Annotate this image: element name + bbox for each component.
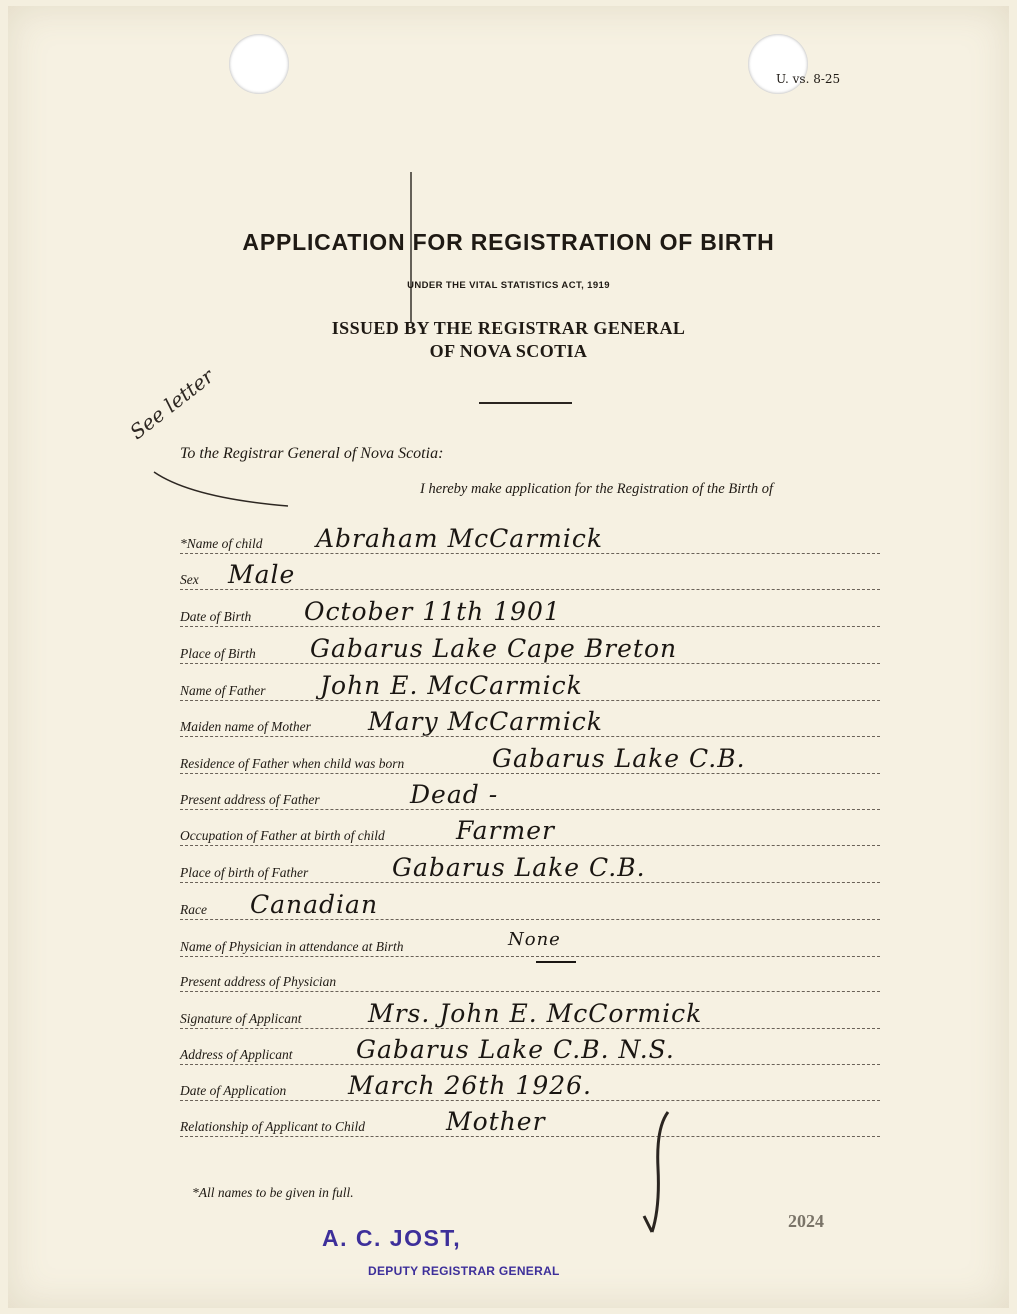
field-value: Mrs. John E. McCormick xyxy=(368,999,703,1028)
form-title: APPLICATION FOR REGISTRATION OF BIRTH xyxy=(242,229,775,255)
field-label: Residence of Father when child was born xyxy=(180,756,405,771)
field-label: Place of Birth xyxy=(180,646,256,661)
form-subtitle: UNDER THE VITAL STATISTICS ACT, 1919 xyxy=(407,280,610,291)
field-label: Maiden name of Mother xyxy=(180,719,311,734)
field-value: Gabarus Lake C.B. xyxy=(492,744,746,773)
field-label: Name of Father xyxy=(180,683,266,698)
field-value: Gabarus Lake C.B. xyxy=(392,853,646,882)
registration-number: 2024 xyxy=(788,1211,824,1231)
field-value: Gabarus Lake C.B. N.S. xyxy=(356,1035,675,1064)
field-maiden-name-of-mother xyxy=(180,706,880,737)
field-sex xyxy=(180,559,880,590)
field-label: *Name of child xyxy=(180,536,263,551)
field-name-of-child xyxy=(180,523,880,554)
field-label: Occupation of Father at birth of child xyxy=(180,828,385,843)
title-divider xyxy=(479,402,572,404)
field-label: Date of Application xyxy=(180,1083,287,1098)
field-label: Present address of Father xyxy=(180,792,320,807)
field-value: Farmer xyxy=(456,816,555,845)
field-label: Name of Physician in attendance at Birth xyxy=(180,939,404,954)
field-value: October 11th 1901 xyxy=(304,597,561,626)
field-value: Mother xyxy=(446,1107,546,1136)
field-value: Gabarus Lake Cape Breton xyxy=(310,634,678,663)
field-value: Mary McCarmick xyxy=(368,707,603,736)
intro-text: I hereby make application for the Registration of the Birth of xyxy=(420,481,774,497)
field-label: Place of birth of Father xyxy=(180,865,309,880)
salutation: To the Registrar General of Nova Scotia: xyxy=(180,445,444,462)
punch-hole-left xyxy=(229,34,289,94)
form-code: U. vs. 8-25 xyxy=(776,72,841,86)
field-label: Date of Birth xyxy=(180,609,252,624)
field-label: Race xyxy=(180,902,207,917)
field-name-of-father xyxy=(180,670,880,701)
field-label: Sex xyxy=(180,572,199,587)
margin-note: See letter xyxy=(125,363,219,445)
field-value: None xyxy=(508,929,561,950)
field-value: Canadian xyxy=(250,890,379,919)
field-relationship-of-applicant xyxy=(180,1106,880,1137)
field-residence-of-father xyxy=(180,743,880,774)
field-signature-of-applicant xyxy=(180,998,880,1029)
issuer-block xyxy=(0,317,1017,363)
field-present-address-of-father xyxy=(180,779,880,810)
field-label: Relationship of Applicant to Child xyxy=(180,1119,365,1134)
field-label: Address of Applicant xyxy=(180,1047,293,1062)
field-value: Abraham McCarmick xyxy=(316,524,604,553)
field-name-of-physician xyxy=(180,926,880,957)
field-date-of-birth xyxy=(180,596,880,627)
field-date-of-application xyxy=(180,1070,880,1101)
issuer-line-2: OF NOVA SCOTIA xyxy=(429,341,588,361)
registrar-stamp-name: A. C. JOST, xyxy=(322,1225,462,1251)
field-place-of-birth-of-father xyxy=(180,852,880,883)
field-occupation-of-father xyxy=(180,815,880,846)
field-value: March 26th 1926. xyxy=(348,1071,592,1100)
field-label: Signature of Applicant xyxy=(180,1011,302,1026)
field-label: Present address of Physician xyxy=(180,974,337,989)
footnote: *All names to be given in full. xyxy=(192,1185,354,1200)
field-place-of-birth xyxy=(180,633,880,664)
field-race xyxy=(180,889,880,920)
field-value: Male xyxy=(228,560,296,589)
margin-pen-stroke xyxy=(152,470,292,510)
check-mark xyxy=(638,1108,678,1238)
field-present-address-of-physician xyxy=(180,961,880,992)
field-value: Dead - xyxy=(410,780,499,809)
field-address-of-applicant xyxy=(180,1034,880,1065)
issuer-line-1: ISSUED BY THE REGISTRAR GENERAL xyxy=(331,318,686,338)
field-value: John E. McCarmick xyxy=(320,671,583,700)
registrar-stamp-title: DEPUTY REGISTRAR GENERAL xyxy=(368,1264,560,1278)
